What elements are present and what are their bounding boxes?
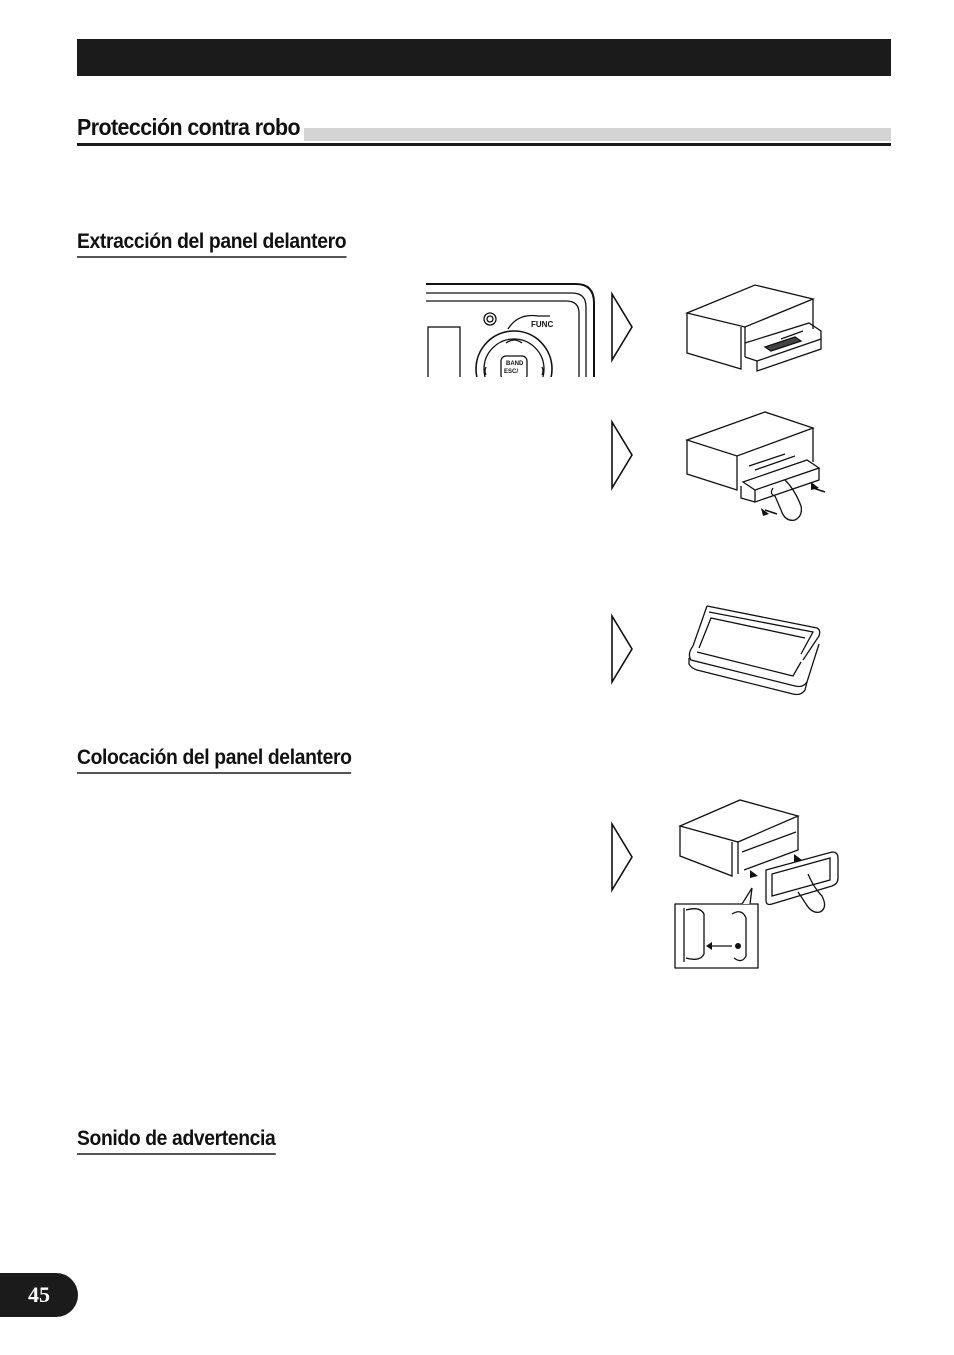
header-bar [77,39,891,76]
unit-panel-remove-illustration [685,410,830,525]
section-title-block [77,112,891,147]
unit-panel-attach-illustration [672,796,842,968]
step-arrow-icon [610,420,634,490]
func-label: FUNC [531,320,554,329]
page-number: 45 [0,1273,78,1317]
esc-label: ESC/ [504,369,519,375]
front-panel-illustration [426,283,596,378]
case-illustration [685,602,825,697]
heading-warning-sound: Sonido de advertencia [77,1126,275,1155]
step-arrow-icon [610,822,634,892]
section-title: Protección contra robo [77,112,304,142]
unit-panel-open-illustration [685,283,825,375]
band-label: BAND [506,361,524,367]
section-title-rule [77,143,891,146]
heading-remove-panel: Extracción del panel delantero [77,229,346,258]
heading-attach-panel: Colocación del panel delantero [77,745,352,774]
step-arrow-icon [610,292,634,362]
step-arrow-icon [610,614,634,684]
